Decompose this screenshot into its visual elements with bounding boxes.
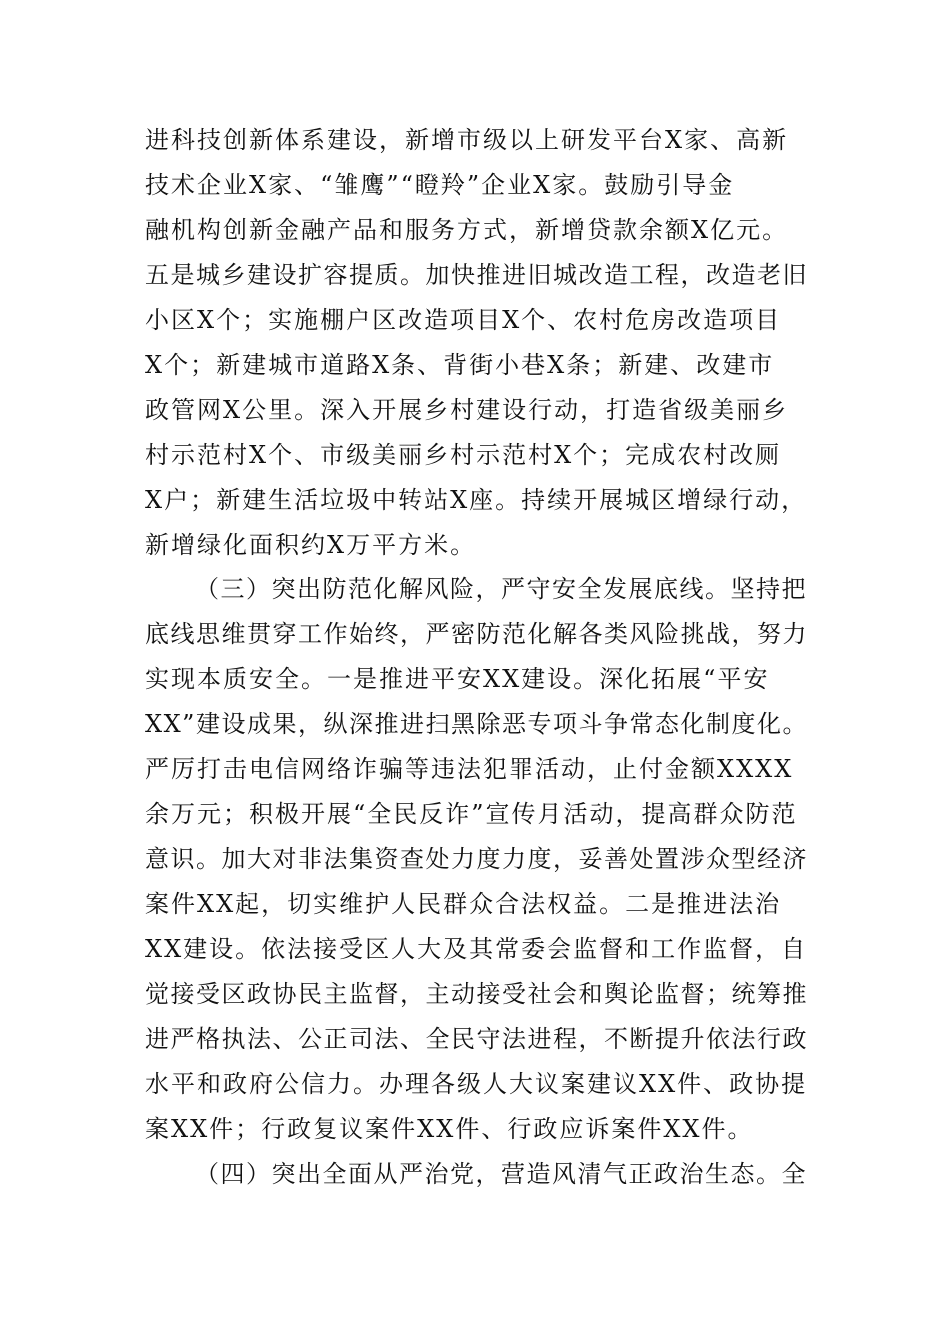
- text-line: 觉接受区政协民主监督，主动接受社会和舆论监督；统筹推: [145, 980, 808, 1008]
- text-line: 案XX件；行政复议案件XX件、行政应诉案件XX件。: [145, 1115, 754, 1143]
- section-heading-line: （四）突出全面从严治党，营造风清气正政治生态。全: [195, 1160, 807, 1188]
- text-line: 实现本质安全。一是推进平安XX建设。深化拓展“平安: [145, 665, 770, 693]
- text-line: 水平和政府公信力。办理各级人大议案建议XX件、政协提: [145, 1070, 808, 1098]
- text-line: 融机构创新金融产品和服务方式，新增贷款余额X亿元。: [145, 216, 789, 244]
- text-line: 村示范村X个、市级美丽乡村示范村X个；完成农村改厕: [145, 441, 782, 469]
- text-line: 五是城乡建设扩容提质。加快推进旧城改造工程，改造老旧: [145, 261, 808, 289]
- text-line: 小区X个；实施棚户区改造项目X个、农村危房改造项目: [145, 306, 782, 334]
- text-line: 进科技创新体系建设，新增市级以上研发平台X家、高新: [145, 126, 789, 154]
- text-line: 技术企业X家、“雏鹰”“瞪羚”企业X家。鼓励引导金: [145, 171, 735, 199]
- text-line: XX”建设成果，纵深推进扫黑除恶专项斗争常态化制度化。: [145, 710, 808, 738]
- text-line: 案件XX起，切实维护人民群众合法权益。二是推进法治: [145, 890, 782, 918]
- text-line: X个；新建城市道路X条、背街小巷X条；新建、改建市: [145, 351, 775, 379]
- section-heading-line: （三）突出防范化解风险，严守安全发展底线。坚持把: [195, 575, 807, 603]
- text-line: X户；新建生活垃圾中转站X座。持续开展城区增绿行动，: [145, 486, 808, 514]
- text-line: 意识。加大对非法集资查处力度力度，妥善处置涉众型经济: [145, 845, 808, 873]
- text-line: 新增绿化面积约X万平方米。: [145, 531, 477, 559]
- text-line: 余万元；积极开展“全民反诈”宣传月活动，提高群众防范: [145, 800, 798, 828]
- text-line: 进严格执法、公正司法、全民守法进程，不断提升依法行政: [145, 1025, 808, 1053]
- text-line: 政管网X公里。深入开展乡村建设行动，打造省级美丽乡: [145, 396, 789, 424]
- text-line: 底线思维贯穿工作始终，严密防范化解各类风险挑战，努力: [145, 620, 808, 648]
- text-line: 严厉打击电信网络诈骗等违法犯罪活动，止付金额XXXX: [145, 755, 794, 783]
- text-line: XX建设。依法接受区人大及其常委会监督和工作监督，自: [145, 935, 808, 963]
